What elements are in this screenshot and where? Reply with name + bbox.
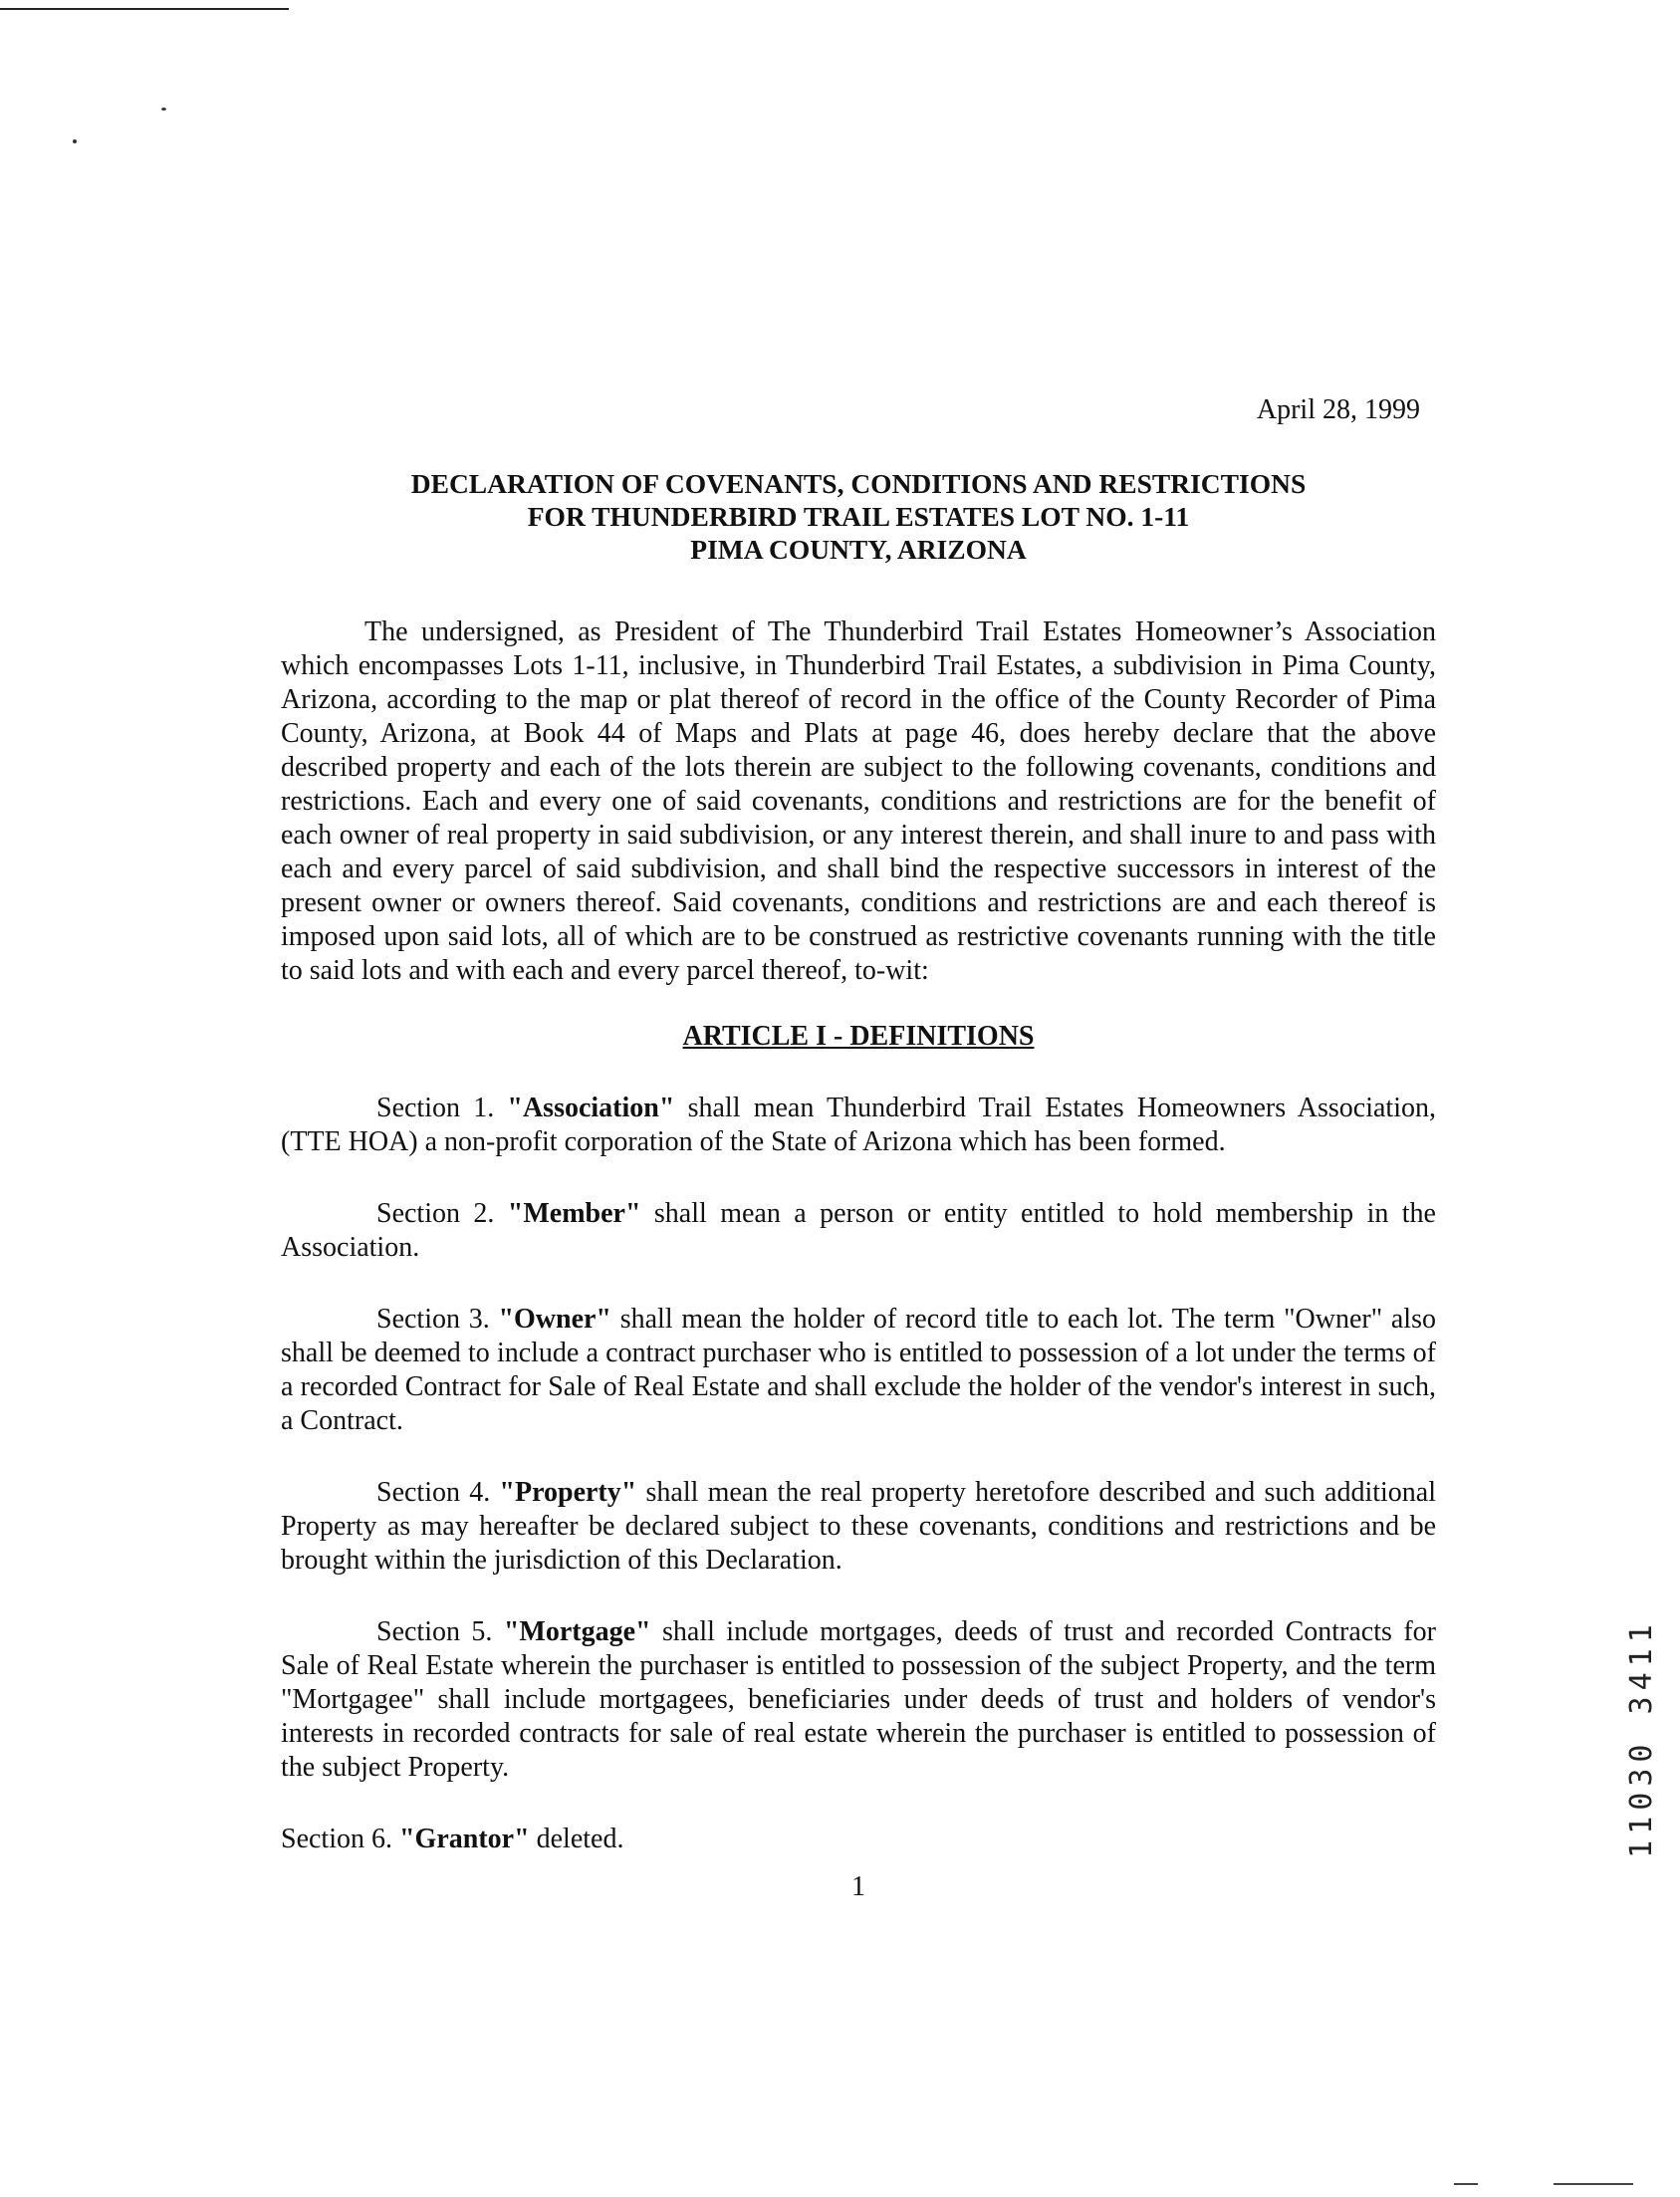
title-line-3: PIMA COUNTY, ARIZONA — [690, 534, 1027, 565]
page-number: 1 — [851, 1871, 865, 1902]
scan-speck — [73, 139, 77, 143]
section-text: shall mean Thunderbird Trail Estates Homeowners Association, (TTE HOA) a non-profit corporation of the State of Arizona which has been formed. — [281, 1093, 1436, 1157]
section-text: shall mean a person or entity entitled to hold membership in the Association. — [281, 1198, 1436, 1263]
section-term: "Member" — [507, 1198, 641, 1229]
section-label: Section 5. — [376, 1616, 504, 1647]
section-label: Section 4. — [376, 1477, 500, 1508]
title-line-2: FOR THUNDERBIRD TRAIL ESTATES LOT NO. 1-11 — [527, 501, 1190, 532]
scan-speck — [161, 108, 166, 111]
section-term: "Association" — [507, 1093, 675, 1123]
document-title — [281, 467, 1436, 566]
section-6 — [281, 1823, 1436, 1856]
section-2 — [281, 1197, 1436, 1265]
section-5 — [281, 1615, 1436, 1785]
top-margin-rule — [0, 8, 289, 10]
section-term: "Owner" — [498, 1304, 611, 1335]
section-label: Section 3. — [376, 1304, 499, 1335]
recording-stamp-text: 11030 3411 — [1623, 1617, 1659, 1858]
section-term: "Mortgage" — [503, 1616, 651, 1647]
section-text: shall mean the real property heretofore described and such additional Property as may hereafter be declared subject to these covenants, conditions and restrictions and be brought within the jurisdiction of this Declaration. — [281, 1477, 1436, 1576]
intro-paragraph: The undersigned, as President of The Thunderbird Trail Estates Homeowner’s Association which encompasses Lots 1-11, inclusive, in Thunderbird Trail Estates, a subdivision in Pima County, Arizona, according to the map or plat thereof of record in the office of the County Recorder of Pima County, Arizona, at Book 44 of Maps and Plats at page 46, does hereby declare that the above described property and each of the lots therein are subject to the following covenants, conditions and restrictions. Each and every one of said covenants, conditions and restrictions are for the benefit of each owner of real property in said subdivision, or any interest therein, and shall inure to and pass with each and every parcel of said subdivision, and shall bind the respective successors in interest of the present owner or owners thereof. Said covenants, conditions and restrictions are and each thereof is imposed upon said lots, all of which are to be construed as restrictive covenants running with the title to said lots and with each and every parcel thereof, to-wit: — [281, 616, 1436, 986]
document-date: April 28, 1999 — [1256, 394, 1420, 425]
title-line-1: DECLARATION OF COVENANTS, CONDITIONS AND RESTRICTIONS — [410, 468, 1307, 499]
section-label: Section 1. — [376, 1093, 508, 1123]
section-1 — [281, 1092, 1436, 1159]
document-page — [281, 393, 1436, 1904]
article-heading: ARTICLE I - DEFINITIONS — [682, 1021, 1035, 1052]
bottom-margin-rule — [1454, 2183, 1478, 2185]
section-4 — [281, 1476, 1436, 1578]
section-label: Section 2. — [376, 1198, 508, 1229]
recording-stamp — [1621, 1574, 1661, 1902]
section-text: deleted. — [529, 1824, 624, 1854]
section-term: "Grantor" — [399, 1824, 530, 1854]
section-text: shall mean the holder of record title to each lot. The term "Owner" also shall be deemed to include a contract purchaser who is entitled to possession of a lot under the terms of a recorded Contract for Sale of Real Estate and shall exclude the holder of the vendor's interest in such, a Contract. — [281, 1304, 1436, 1436]
section-term: "Property" — [499, 1477, 637, 1508]
bottom-margin-rule — [1554, 2183, 1633, 2185]
section-text: shall include mortgages, deeds of trust and recorded Contracts for Sale of Real Estate wherein the purchaser is entitled to possession of the subject Property, and the term "Mortgagee" shall include mortgagees, beneficiaries under deeds of trust and holders of vendor's interests in recorded contracts for sale of real estate wherein the purchaser is entitled to possession of the subject Property. — [281, 1616, 1436, 1783]
section-3 — [281, 1303, 1436, 1438]
section-label: Section 6. — [281, 1824, 399, 1854]
